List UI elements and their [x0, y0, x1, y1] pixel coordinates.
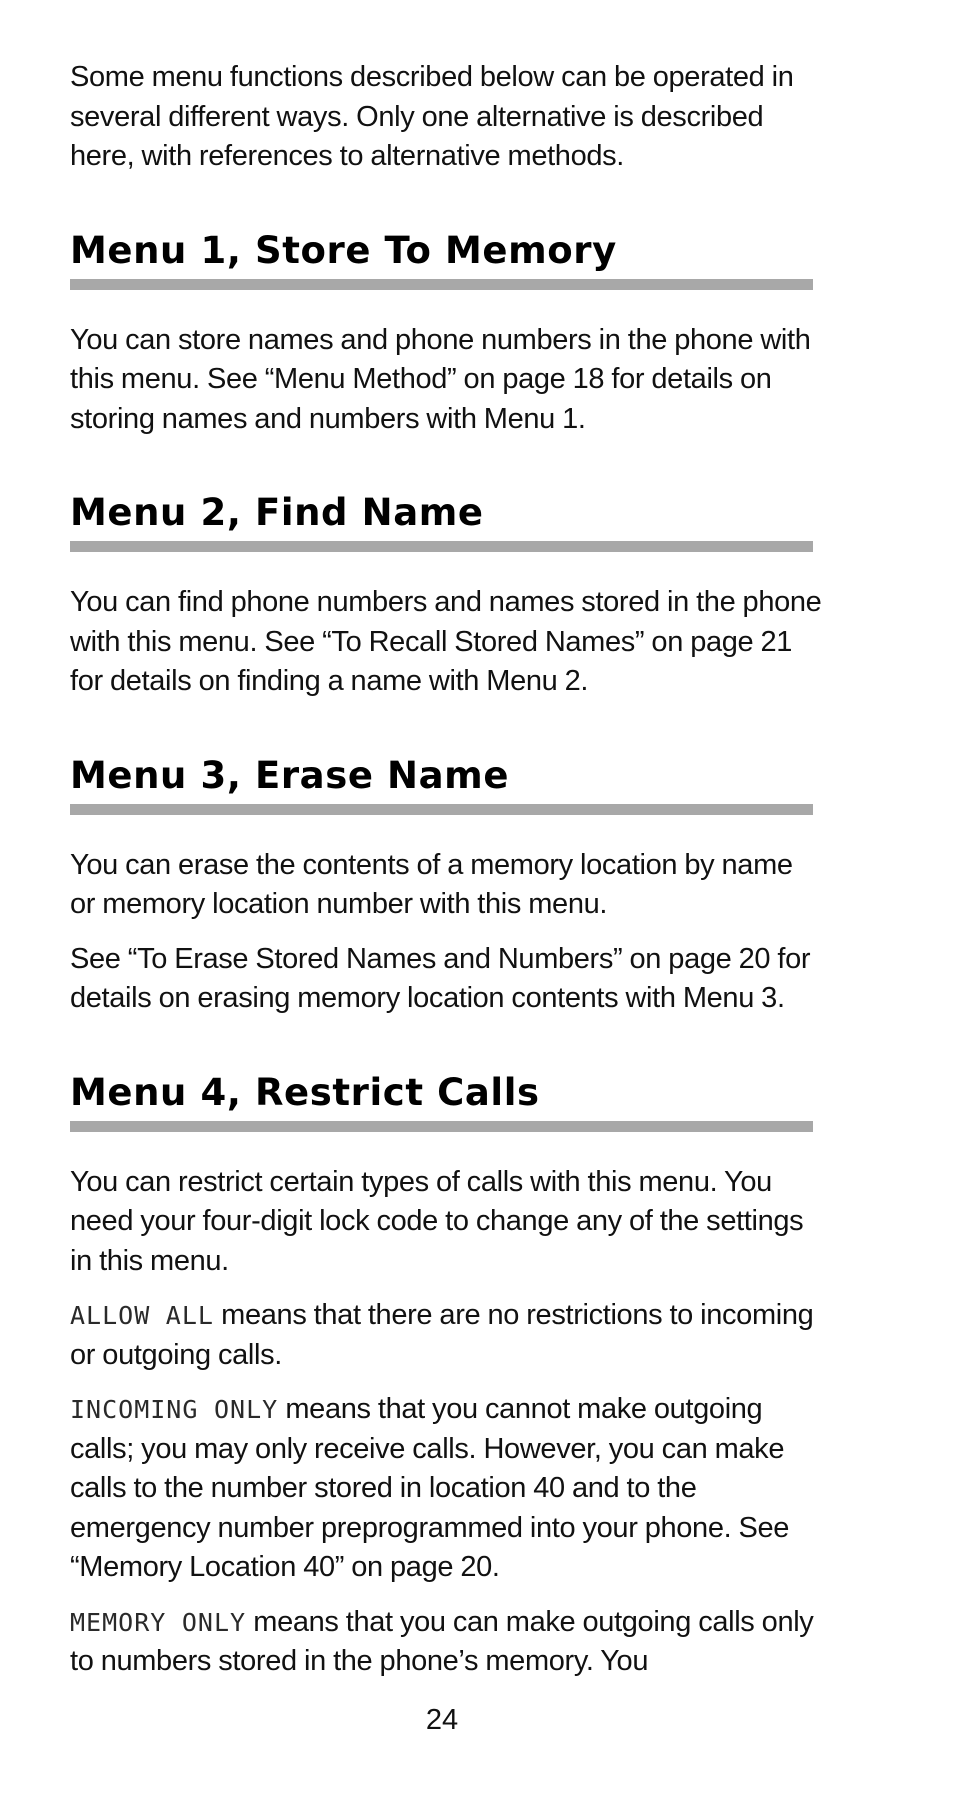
body-paragraph: See “To Erase Stored Names and Numbers” on page 20 for details on erasing memory location contents with Menu 3. — [70, 942, 811, 1014]
section-menu-3 — [70, 754, 822, 1019]
lcd-display-text: MEMORY ONLY — [70, 1607, 247, 1637]
section-heading: Menu 3, Erase Name — [70, 753, 510, 797]
option-description-incoming-only — [70, 1390, 822, 1588]
heading-rule — [70, 279, 813, 290]
lcd-display-text: INCOMING ONLY — [70, 1395, 279, 1424]
heading-rule — [70, 804, 813, 815]
section-menu-2 — [70, 491, 822, 702]
option-text: means that you cannot make outgoing calls; you may only receive calls. However, you can make calls to the number stored in location 40 and to the emergency number preprogrammed into your phone. See “Memory Location 40” on page 20. — [70, 1393, 790, 1583]
intro-paragraph: Some menu functions described below can be operated in several different ways. Only one alternative is described here, with references to alternative methods. — [70, 61, 794, 172]
option-text: means that there are no restrictions to incoming or outgoing calls. — [70, 1299, 814, 1371]
page-content — [70, 58, 822, 1682]
lcd-display-text: ALLOW ALL — [70, 1301, 214, 1330]
section-heading: Menu 2, Find Name — [70, 491, 484, 534]
section-menu-1 — [70, 229, 822, 440]
section-heading: Menu 4, Restrict Calls — [70, 1070, 540, 1114]
option-description-memory-only — [70, 1603, 822, 1682]
body-paragraph: You can find phone numbers and names stored in the phone with this menu. See “To Recall Stored Names” on page 21 for details on finding a name with Menu 2. — [70, 586, 822, 697]
body-paragraph: You can store names and phone numbers in the phone with this menu. See “Menu Method” on page 18 for details on storing names and numbers with Menu 1. — [70, 323, 811, 435]
body-paragraph: You can erase the contents of a memory location by name or memory location number with this menu. — [70, 848, 793, 920]
option-description-allow-all — [70, 1296, 822, 1375]
page-number: 24 — [425, 1704, 459, 1736]
section-heading: Menu 1, Store To Memory — [70, 228, 617, 272]
heading-rule — [70, 1121, 813, 1132]
section-menu-4 — [70, 1071, 822, 1682]
option-text: means that you can make outgoing calls only to numbers stored in the phone’s memory. You — [70, 1605, 814, 1677]
heading-rule — [70, 541, 813, 552]
body-paragraph: You can restrict certain types of calls with this menu. You need your four-digit lock code to change any of the settings in this menu. — [70, 1165, 804, 1277]
